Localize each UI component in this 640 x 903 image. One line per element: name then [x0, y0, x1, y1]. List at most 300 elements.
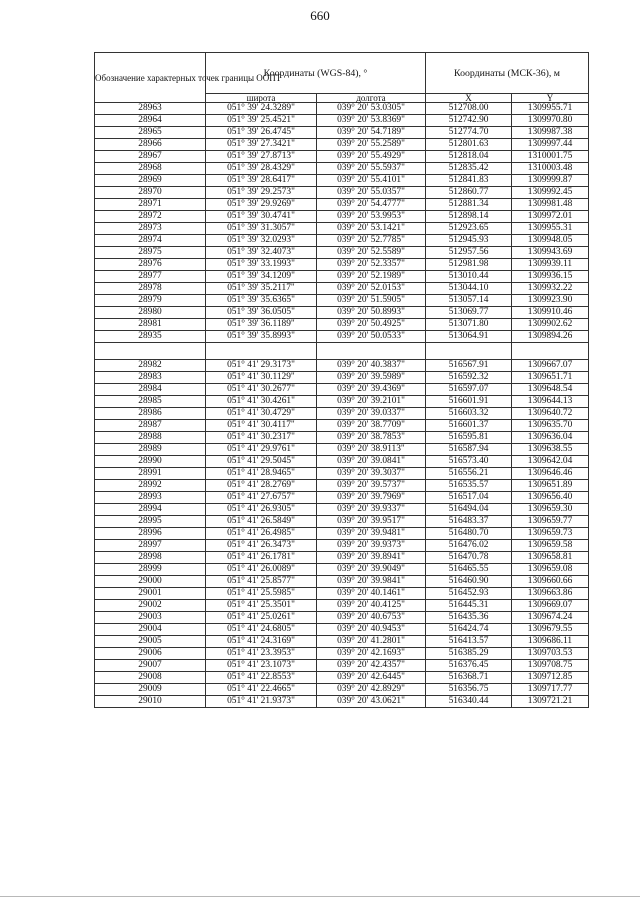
y-coordinate-cell: 1309948.05	[512, 235, 589, 247]
latitude-cell: 051° 39' 35.6365"	[206, 295, 317, 307]
x-coordinate-cell: 516480.70	[426, 528, 512, 540]
y-coordinate-cell: 1309721.21	[512, 696, 589, 708]
y-coordinate-cell: 1309638.55	[512, 444, 589, 456]
point-id-cell: 29007	[95, 660, 206, 672]
point-id-cell: 29010	[95, 696, 206, 708]
longitude-cell: 039° 20' 39.7969"	[317, 492, 426, 504]
y-coordinate-cell: 1309923.90	[512, 295, 589, 307]
longitude-cell: 039° 20' 52.1989"	[317, 271, 426, 283]
latitude-cell: 051° 41' 28.9465"	[206, 468, 317, 480]
y-coordinate-cell: 1309712.85	[512, 672, 589, 684]
table-row	[95, 372, 589, 384]
point-id-cell: 28998	[95, 552, 206, 564]
table-row	[95, 528, 589, 540]
longitude-cell: 039° 20' 43.0621"	[317, 696, 426, 708]
x-coordinate-cell: 516376.45	[426, 660, 512, 672]
y-coordinate-cell: 1309970.80	[512, 115, 589, 127]
longitude-cell: 039° 20' 53.8369"	[317, 115, 426, 127]
x-coordinate-cell: 512945.93	[426, 235, 512, 247]
longitude-cell: 039° 20' 55.4101"	[317, 175, 426, 187]
point-id-cell: 28966	[95, 139, 206, 151]
longitude-cell: 039° 20' 52.7785"	[317, 235, 426, 247]
latitude-cell: 051° 39' 33.1993"	[206, 259, 317, 271]
longitude-cell: 039° 20' 53.0305"	[317, 103, 426, 115]
latitude-cell: 051° 39' 31.3057"	[206, 223, 317, 235]
point-id-cell: 28965	[95, 127, 206, 139]
latitude-cell: 051° 41' 30.2677"	[206, 384, 317, 396]
longitude-cell: 039° 20' 42.8929"	[317, 684, 426, 696]
latitude-cell: 051° 41' 25.8577"	[206, 576, 317, 588]
point-id-cell: 28996	[95, 528, 206, 540]
longitude-cell: 039° 20' 52.3357"	[317, 259, 426, 271]
y-coordinate-cell: 1309674.24	[512, 612, 589, 624]
table-row	[95, 396, 589, 408]
latitude-cell: 051° 41' 25.0261"	[206, 612, 317, 624]
header-y: Y	[512, 94, 589, 103]
point-id-cell: 28994	[95, 504, 206, 516]
longitude-cell: 039° 20' 39.0337"	[317, 408, 426, 420]
x-coordinate-cell: 516601.91	[426, 396, 512, 408]
table-row	[95, 331, 589, 343]
table-row	[95, 103, 589, 115]
header-latitude: широта	[206, 94, 317, 103]
latitude-cell: 051° 41' 24.3169"	[206, 636, 317, 648]
point-id-cell: 28999	[95, 564, 206, 576]
table-row	[95, 283, 589, 295]
latitude-cell: 051° 41' 30.4117"	[206, 420, 317, 432]
x-coordinate-cell: 516460.90	[426, 576, 512, 588]
longitude-cell: 039° 20' 53.1421"	[317, 223, 426, 235]
longitude-cell: 039° 20' 39.5989"	[317, 372, 426, 384]
table-row	[95, 307, 589, 319]
latitude-cell: 051° 39' 25.4521"	[206, 115, 317, 127]
x-coordinate-cell: 512860.77	[426, 187, 512, 199]
table-row	[95, 684, 589, 696]
latitude-cell: 051° 41' 24.6805"	[206, 624, 317, 636]
point-id-cell: 28971	[95, 199, 206, 211]
y-coordinate-cell: 1309642.04	[512, 456, 589, 468]
x-coordinate-cell: 516483.37	[426, 516, 512, 528]
x-coordinate-cell: 512708.00	[426, 103, 512, 115]
latitude-cell: 051° 41' 26.4985"	[206, 528, 317, 540]
point-id-cell: 28979	[95, 295, 206, 307]
y-coordinate-cell: 1309659.77	[512, 516, 589, 528]
point-id-cell: 28984	[95, 384, 206, 396]
x-coordinate-cell: 516567.91	[426, 360, 512, 372]
point-id-cell: 28974	[95, 235, 206, 247]
longitude-cell: 039° 20' 39.8941"	[317, 552, 426, 564]
point-id-cell: 29000	[95, 576, 206, 588]
table-row	[95, 504, 589, 516]
latitude-cell: 051° 39' 30.4741"	[206, 211, 317, 223]
y-coordinate-cell: 1309981.48	[512, 199, 589, 211]
longitude-cell: 039° 20' 39.0841"	[317, 456, 426, 468]
header-msk36: Координаты (МСК-36), м	[426, 53, 589, 94]
latitude-cell: 051° 39' 34.1209"	[206, 271, 317, 283]
empty-cell	[426, 343, 512, 360]
table-row	[95, 151, 589, 163]
y-coordinate-cell: 1309955.31	[512, 223, 589, 235]
table-row	[95, 576, 589, 588]
table-row	[95, 139, 589, 151]
point-id-cell: 28968	[95, 163, 206, 175]
x-coordinate-cell: 512923.65	[426, 223, 512, 235]
y-coordinate-cell: 1309659.08	[512, 564, 589, 576]
longitude-cell: 039° 20' 38.7853"	[317, 432, 426, 444]
y-coordinate-cell: 1309635.70	[512, 420, 589, 432]
point-id-cell: 28972	[95, 211, 206, 223]
x-coordinate-cell: 516601.37	[426, 420, 512, 432]
x-coordinate-cell: 516465.55	[426, 564, 512, 576]
point-id-cell: 28987	[95, 420, 206, 432]
table-row	[95, 492, 589, 504]
table-row	[95, 115, 589, 127]
table-row	[95, 432, 589, 444]
point-id-cell: 28969	[95, 175, 206, 187]
y-coordinate-cell: 1310003.48	[512, 163, 589, 175]
latitude-cell: 051° 41' 23.3953"	[206, 648, 317, 660]
y-coordinate-cell: 1309894.26	[512, 331, 589, 343]
header-wgs84: Координаты (WGS-84), °	[206, 53, 426, 94]
table-row	[95, 384, 589, 396]
y-coordinate-cell: 1309972.01	[512, 211, 589, 223]
point-id-cell: 29003	[95, 612, 206, 624]
coordinates-table	[94, 52, 589, 708]
table-gap-row	[95, 343, 589, 360]
y-coordinate-cell: 1309910.46	[512, 307, 589, 319]
y-coordinate-cell: 1309656.40	[512, 492, 589, 504]
table-row	[95, 319, 589, 331]
latitude-cell: 051° 41' 30.2317"	[206, 432, 317, 444]
y-coordinate-cell: 1309717.77	[512, 684, 589, 696]
table-row	[95, 672, 589, 684]
latitude-cell: 051° 41' 26.0089"	[206, 564, 317, 576]
point-id-cell: 28993	[95, 492, 206, 504]
x-coordinate-cell: 516535.57	[426, 480, 512, 492]
table-row	[95, 247, 589, 259]
table-row	[95, 420, 589, 432]
empty-cell	[317, 343, 426, 360]
y-coordinate-cell: 1309902.62	[512, 319, 589, 331]
latitude-cell: 051° 39' 35.8993"	[206, 331, 317, 343]
y-coordinate-cell: 1309651.89	[512, 480, 589, 492]
point-id-cell: 28992	[95, 480, 206, 492]
longitude-cell: 039° 20' 42.1693"	[317, 648, 426, 660]
latitude-cell: 051° 41' 25.3501"	[206, 600, 317, 612]
latitude-cell: 051° 41' 26.3473"	[206, 540, 317, 552]
y-coordinate-cell: 1309660.66	[512, 576, 589, 588]
point-id-cell: 28964	[95, 115, 206, 127]
scan-edge-line	[0, 896, 640, 897]
latitude-cell: 051° 41' 25.5985"	[206, 588, 317, 600]
x-coordinate-cell: 516494.04	[426, 504, 512, 516]
point-id-cell: 29002	[95, 600, 206, 612]
y-coordinate-cell: 1309646.46	[512, 468, 589, 480]
latitude-cell: 051° 41' 26.1781"	[206, 552, 317, 564]
longitude-cell: 039° 20' 38.7709"	[317, 420, 426, 432]
x-coordinate-cell: 516595.81	[426, 432, 512, 444]
point-id-cell: 29004	[95, 624, 206, 636]
latitude-cell: 051° 39' 28.6417"	[206, 175, 317, 187]
point-id-cell: 28997	[95, 540, 206, 552]
latitude-cell: 051° 39' 29.9269"	[206, 199, 317, 211]
table-row	[95, 271, 589, 283]
point-id-cell: 28963	[95, 103, 206, 115]
y-coordinate-cell: 1309992.45	[512, 187, 589, 199]
point-id-cell: 28995	[95, 516, 206, 528]
x-coordinate-cell: 516587.94	[426, 444, 512, 456]
table-row	[95, 468, 589, 480]
point-id-cell: 28988	[95, 432, 206, 444]
table-body	[95, 103, 589, 708]
point-id-cell: 28982	[95, 360, 206, 372]
x-coordinate-cell: 513010.44	[426, 271, 512, 283]
point-id-cell: 29008	[95, 672, 206, 684]
x-coordinate-cell: 516452.93	[426, 588, 512, 600]
longitude-cell: 039° 20' 55.4929"	[317, 151, 426, 163]
latitude-cell: 051° 41' 30.1129"	[206, 372, 317, 384]
x-coordinate-cell: 516597.07	[426, 384, 512, 396]
latitude-cell: 051° 39' 36.1189"	[206, 319, 317, 331]
table-row	[95, 259, 589, 271]
longitude-cell: 039° 20' 40.6753"	[317, 612, 426, 624]
table-row	[95, 235, 589, 247]
y-coordinate-cell: 1309640.72	[512, 408, 589, 420]
latitude-cell: 051° 39' 24.3289"	[206, 103, 317, 115]
longitude-cell: 039° 20' 52.0153"	[317, 283, 426, 295]
table-row	[95, 211, 589, 223]
x-coordinate-cell: 512774.70	[426, 127, 512, 139]
latitude-cell: 051° 41' 29.3173"	[206, 360, 317, 372]
latitude-cell: 051° 39' 36.0505"	[206, 307, 317, 319]
x-coordinate-cell: 512841.83	[426, 175, 512, 187]
longitude-cell: 039° 20' 40.4125"	[317, 600, 426, 612]
page-number: 660	[310, 8, 330, 23]
longitude-cell: 039° 20' 53.9953"	[317, 211, 426, 223]
x-coordinate-cell: 512881.34	[426, 199, 512, 211]
latitude-cell: 051° 39' 32.0293"	[206, 235, 317, 247]
x-coordinate-cell: 516435.36	[426, 612, 512, 624]
y-coordinate-cell: 1310001.75	[512, 151, 589, 163]
longitude-cell: 039° 20' 39.9841"	[317, 576, 426, 588]
x-coordinate-cell: 516556.21	[426, 468, 512, 480]
table-row	[95, 295, 589, 307]
x-coordinate-cell: 512898.14	[426, 211, 512, 223]
point-id-cell: 28983	[95, 372, 206, 384]
latitude-cell: 051° 41' 27.6757"	[206, 492, 317, 504]
x-coordinate-cell: 516573.40	[426, 456, 512, 468]
longitude-cell: 039° 20' 54.4777"	[317, 199, 426, 211]
point-id-cell: 28989	[95, 444, 206, 456]
y-coordinate-cell: 1309955.71	[512, 103, 589, 115]
x-coordinate-cell: 516413.57	[426, 636, 512, 648]
latitude-cell: 051° 41' 26.5849"	[206, 516, 317, 528]
empty-cell	[95, 343, 206, 360]
point-id-cell: 28975	[95, 247, 206, 259]
y-coordinate-cell: 1309939.11	[512, 259, 589, 271]
y-coordinate-cell: 1309644.13	[512, 396, 589, 408]
longitude-cell: 039° 20' 40.3837"	[317, 360, 426, 372]
longitude-cell: 039° 20' 50.8993"	[317, 307, 426, 319]
x-coordinate-cell: 516356.75	[426, 684, 512, 696]
y-coordinate-cell: 1309659.73	[512, 528, 589, 540]
y-coordinate-cell: 1309703.53	[512, 648, 589, 660]
table-row	[95, 444, 589, 456]
y-coordinate-cell: 1309659.30	[512, 504, 589, 516]
y-coordinate-cell: 1309648.54	[512, 384, 589, 396]
x-coordinate-cell: 516517.04	[426, 492, 512, 504]
x-coordinate-cell: 512981.98	[426, 259, 512, 271]
y-coordinate-cell: 1309651.71	[512, 372, 589, 384]
point-id-cell: 28990	[95, 456, 206, 468]
latitude-cell: 051° 39' 27.3421"	[206, 139, 317, 151]
x-coordinate-cell: 516592.32	[426, 372, 512, 384]
table-row	[95, 552, 589, 564]
latitude-cell: 051° 41' 21.9373"	[206, 696, 317, 708]
x-coordinate-cell: 512742.90	[426, 115, 512, 127]
point-id-cell: 28981	[95, 319, 206, 331]
point-id-cell: 28973	[95, 223, 206, 235]
x-coordinate-cell: 513057.14	[426, 295, 512, 307]
y-coordinate-cell: 1309997.44	[512, 139, 589, 151]
header-longitude: долгота	[317, 94, 426, 103]
point-id-cell: 28970	[95, 187, 206, 199]
latitude-cell: 051° 41' 29.5045"	[206, 456, 317, 468]
latitude-cell: 051° 41' 30.4261"	[206, 396, 317, 408]
x-coordinate-cell: 516603.32	[426, 408, 512, 420]
table-row	[95, 223, 589, 235]
table-row	[95, 696, 589, 708]
longitude-cell: 039° 20' 50.4925"	[317, 319, 426, 331]
y-coordinate-cell: 1309669.07	[512, 600, 589, 612]
longitude-cell: 039° 20' 39.5737"	[317, 480, 426, 492]
header-x: X	[426, 94, 512, 103]
point-id-cell: 28976	[95, 259, 206, 271]
y-coordinate-cell: 1309667.07	[512, 360, 589, 372]
point-id-cell: 28978	[95, 283, 206, 295]
x-coordinate-cell: 512957.56	[426, 247, 512, 259]
y-coordinate-cell: 1309636.04	[512, 432, 589, 444]
point-id-cell: 28986	[95, 408, 206, 420]
longitude-cell: 039° 20' 38.9113"	[317, 444, 426, 456]
point-id-cell: 29009	[95, 684, 206, 696]
longitude-cell: 039° 20' 55.0357"	[317, 187, 426, 199]
y-coordinate-cell: 1309943.69	[512, 247, 589, 259]
latitude-cell: 051° 41' 23.1073"	[206, 660, 317, 672]
latitude-cell: 051° 41' 30.4729"	[206, 408, 317, 420]
table-row	[95, 564, 589, 576]
table-row	[95, 600, 589, 612]
longitude-cell: 039° 20' 50.0533"	[317, 331, 426, 343]
latitude-cell: 051° 41' 22.8553"	[206, 672, 317, 684]
x-coordinate-cell: 516476.02	[426, 540, 512, 552]
latitude-cell: 051° 39' 32.4073"	[206, 247, 317, 259]
longitude-cell: 039° 20' 40.9453"	[317, 624, 426, 636]
latitude-cell: 051° 41' 28.2769"	[206, 480, 317, 492]
table-row	[95, 660, 589, 672]
x-coordinate-cell: 516445.31	[426, 600, 512, 612]
longitude-cell: 039° 20' 39.9373"	[317, 540, 426, 552]
point-id-cell: 28935	[95, 331, 206, 343]
latitude-cell: 051° 39' 27.8713"	[206, 151, 317, 163]
longitude-cell: 039° 20' 55.5937"	[317, 163, 426, 175]
y-coordinate-cell: 1309658.81	[512, 552, 589, 564]
x-coordinate-cell: 512818.04	[426, 151, 512, 163]
point-id-cell: 29001	[95, 588, 206, 600]
longitude-cell: 039° 20' 42.6445"	[317, 672, 426, 684]
longitude-cell: 039° 20' 39.9337"	[317, 504, 426, 516]
y-coordinate-cell: 1309999.87	[512, 175, 589, 187]
latitude-cell: 051° 41' 22.4665"	[206, 684, 317, 696]
longitude-cell: 039° 20' 39.9481"	[317, 528, 426, 540]
table-row	[95, 648, 589, 660]
table-row	[95, 480, 589, 492]
longitude-cell: 039° 20' 40.1461"	[317, 588, 426, 600]
longitude-cell: 039° 20' 39.9517"	[317, 516, 426, 528]
longitude-cell: 039° 20' 52.5589"	[317, 247, 426, 259]
y-coordinate-cell: 1309932.22	[512, 283, 589, 295]
table-row	[95, 199, 589, 211]
x-coordinate-cell: 513069.77	[426, 307, 512, 319]
longitude-cell: 039° 20' 39.2101"	[317, 396, 426, 408]
table-row	[95, 456, 589, 468]
table-row	[95, 127, 589, 139]
table-row	[95, 408, 589, 420]
table-row	[95, 175, 589, 187]
table-row	[95, 612, 589, 624]
latitude-cell: 051° 39' 26.4745"	[206, 127, 317, 139]
point-id-cell: 28991	[95, 468, 206, 480]
y-coordinate-cell: 1309686.11	[512, 636, 589, 648]
y-coordinate-cell: 1309708.75	[512, 660, 589, 672]
latitude-cell: 051° 39' 35.2117"	[206, 283, 317, 295]
latitude-cell: 051° 39' 28.4329"	[206, 163, 317, 175]
empty-cell	[512, 343, 589, 360]
y-coordinate-cell: 1309659.58	[512, 540, 589, 552]
table-row	[95, 588, 589, 600]
header-point-designation: Обозначение характерных точек границы ООПТ	[95, 53, 206, 103]
empty-cell	[206, 343, 317, 360]
point-id-cell: 28980	[95, 307, 206, 319]
latitude-cell: 051° 41' 29.9761"	[206, 444, 317, 456]
x-coordinate-cell: 513064.91	[426, 331, 512, 343]
point-id-cell: 28977	[95, 271, 206, 283]
x-coordinate-cell: 516385.29	[426, 648, 512, 660]
longitude-cell: 039° 20' 54.7189"	[317, 127, 426, 139]
point-id-cell: 28985	[95, 396, 206, 408]
x-coordinate-cell: 516340.44	[426, 696, 512, 708]
point-id-cell: 29005	[95, 636, 206, 648]
table-row	[95, 636, 589, 648]
longitude-cell: 039° 20' 42.4357"	[317, 660, 426, 672]
latitude-cell: 051° 41' 26.9305"	[206, 504, 317, 516]
longitude-cell: 039° 20' 39.3037"	[317, 468, 426, 480]
x-coordinate-cell: 516368.71	[426, 672, 512, 684]
x-coordinate-cell: 512835.42	[426, 163, 512, 175]
y-coordinate-cell: 1309936.15	[512, 271, 589, 283]
y-coordinate-cell: 1309663.86	[512, 588, 589, 600]
longitude-cell: 039° 20' 55.2589"	[317, 139, 426, 151]
x-coordinate-cell: 516470.78	[426, 552, 512, 564]
longitude-cell: 039° 20' 39.9049"	[317, 564, 426, 576]
x-coordinate-cell: 513071.80	[426, 319, 512, 331]
table-row	[95, 516, 589, 528]
table-row	[95, 163, 589, 175]
y-coordinate-cell: 1309987.38	[512, 127, 589, 139]
longitude-cell: 039° 20' 51.5905"	[317, 295, 426, 307]
latitude-cell: 051° 39' 29.2573"	[206, 187, 317, 199]
x-coordinate-cell: 516424.74	[426, 624, 512, 636]
